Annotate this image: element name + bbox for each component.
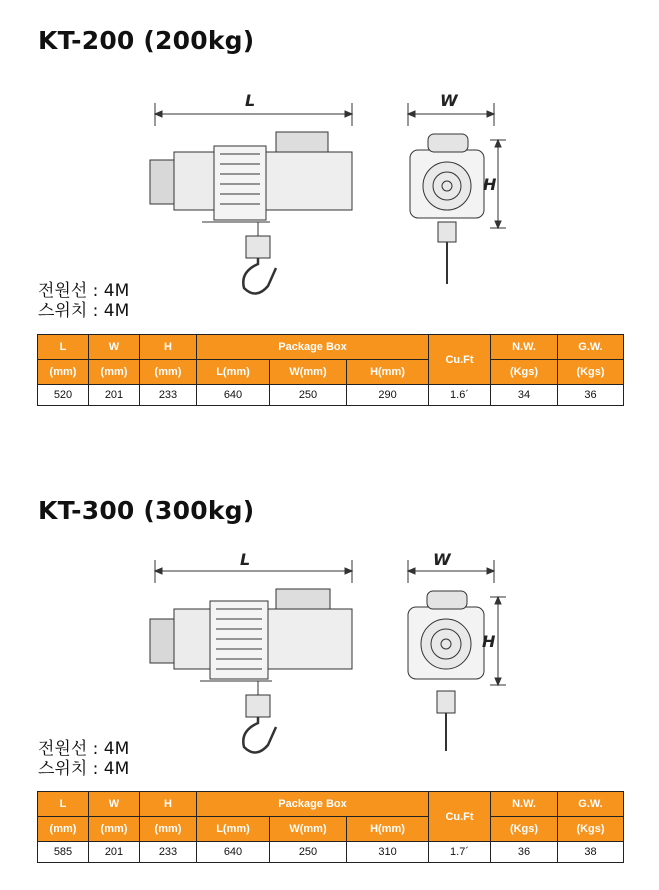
dim-label-l: L [245, 91, 256, 110]
header-l-unit: (mm) [38, 360, 89, 385]
header-w-unit: (mm) [89, 360, 140, 385]
value-pkg-l: 640 [197, 385, 270, 406]
header-cuft: Cu.Ft [429, 792, 491, 842]
dim-label-l: L [240, 550, 251, 569]
header-l: L [38, 335, 89, 360]
header-cuft: Cu.Ft [429, 335, 491, 385]
header-pkg-h: H(mm) [347, 817, 429, 842]
header-nw: N.W. [491, 335, 558, 360]
switch-cable-length: 스위치 : 4M [38, 301, 130, 321]
header-w-unit: (mm) [89, 817, 140, 842]
dim-label-h: H [482, 632, 496, 651]
dim-label-w: W [433, 550, 451, 569]
power-cable-length: 전원선 : 4M [38, 281, 130, 301]
header-gw-unit: (Kgs) [558, 817, 624, 842]
header-l-unit: (mm) [38, 817, 89, 842]
value-pkg-l: 640 [197, 842, 270, 863]
value-pkg-w: 250 [270, 842, 347, 863]
header-pkg-l: L(mm) [197, 360, 270, 385]
header-package-box: Package Box [197, 792, 429, 817]
header-h: H [140, 792, 197, 817]
header-w: W [89, 792, 140, 817]
header-pkg-l: L(mm) [197, 817, 270, 842]
value-w: 201 [89, 385, 140, 406]
header-gw: G.W. [558, 335, 624, 360]
value-gw: 36 [558, 385, 624, 406]
power-cable-length: 전원선 : 4M [38, 739, 130, 759]
header-gw-unit: (Kgs) [558, 360, 624, 385]
value-w: 201 [89, 842, 140, 863]
table-row [38, 842, 624, 863]
value-l: 520 [38, 385, 89, 406]
header-gw: G.W. [558, 792, 624, 817]
value-h: 233 [140, 385, 197, 406]
header-h-unit: (mm) [140, 817, 197, 842]
header-pkg-w: W(mm) [270, 817, 347, 842]
value-h: 233 [140, 842, 197, 863]
header-nw-unit: (Kgs) [491, 360, 558, 385]
value-cuft: 1.6´ [429, 385, 491, 406]
dim-label-w: W [440, 91, 458, 110]
header-nw-unit: (Kgs) [491, 817, 558, 842]
hoist-drawing [140, 545, 520, 755]
model-title: KT-300 (300kg) [38, 496, 255, 525]
header-l: L [38, 792, 89, 817]
spec-table [37, 791, 624, 863]
value-nw: 34 [491, 385, 558, 406]
value-cuft: 1.7´ [429, 842, 491, 863]
header-pkg-w: W(mm) [270, 360, 347, 385]
value-gw: 38 [558, 842, 624, 863]
value-pkg-h: 290 [347, 385, 429, 406]
cable-info [38, 739, 129, 779]
header-w: W [89, 335, 140, 360]
header-pkg-h: H(mm) [347, 360, 429, 385]
switch-cable-length: 스위치 : 4M [38, 759, 130, 779]
model-title: KT-200 (200kg) [38, 26, 255, 55]
value-nw: 36 [491, 842, 558, 863]
dim-label-h: H [483, 175, 497, 194]
value-l: 585 [38, 842, 89, 863]
header-h-unit: (mm) [140, 360, 197, 385]
header-nw: N.W. [491, 792, 558, 817]
value-pkg-h: 310 [347, 842, 429, 863]
header-package-box: Package Box [197, 335, 429, 360]
header-h: H [140, 335, 197, 360]
value-pkg-w: 250 [270, 385, 347, 406]
